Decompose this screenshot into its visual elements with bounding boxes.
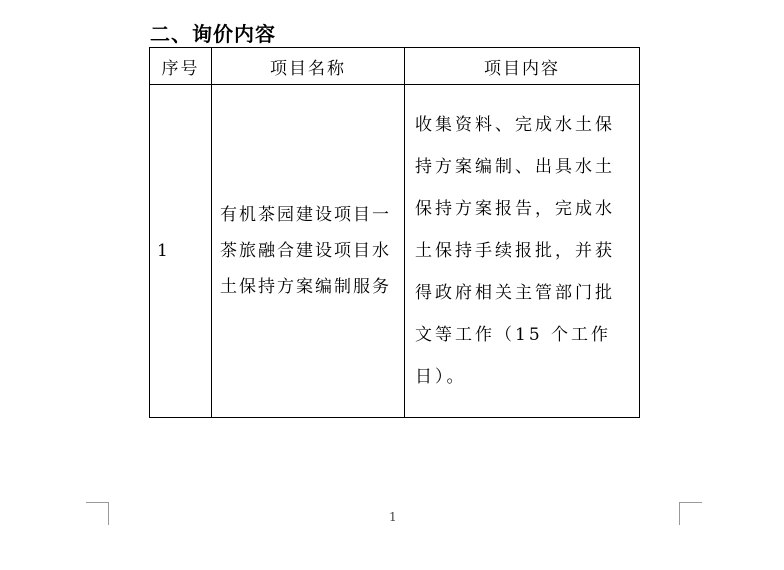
section-title: 二、询价内容: [150, 22, 276, 46]
page-corner-mark-left: [86, 502, 109, 525]
table-header-row: [150, 48, 640, 85]
header-seq: 序号: [150, 48, 212, 85]
table-row: [150, 85, 640, 418]
row-project-name: 有机茶园建设项目一茶旅融合建设项目水土保持方案编制服务: [212, 85, 405, 418]
row-project-content: 收集资料、完成水土保持方案编制、出具水土保持方案报告，完成水土保持手续报批，并获得政府相关主管部门批文等工作（15 个工作日）。: [405, 85, 640, 418]
row-seq: 1: [150, 85, 212, 418]
page-corner-mark-right: [679, 502, 702, 525]
page-number: 1: [389, 510, 397, 524]
inquiry-table: [149, 47, 640, 418]
header-project-content: 项目内容: [405, 48, 640, 85]
header-project-name: 项目名称: [212, 48, 405, 85]
